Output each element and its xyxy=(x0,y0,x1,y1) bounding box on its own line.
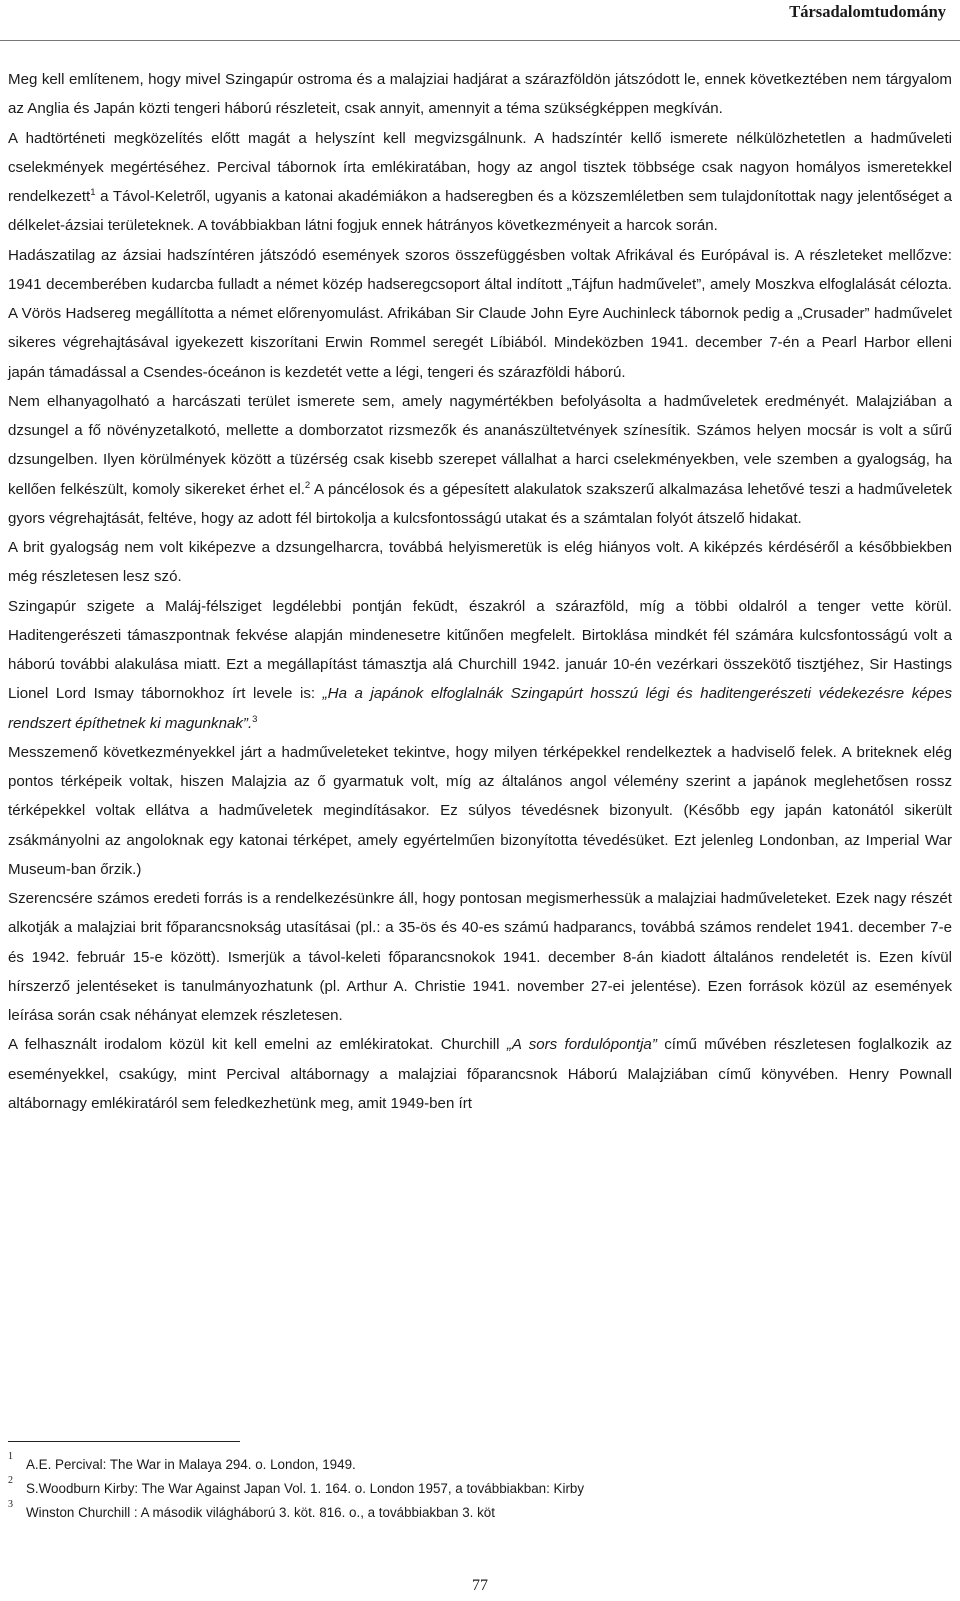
paragraph: A hadtörténeti megközelítés előtt magát a helyszínt kell megvizsgálnunk. A hadszíntér kellő ismerete nélkülözhetetlen a hadműveleti cselekmények megértéséhez. Percival tábornok írta emlékiratában, hogy az angol tisztek többsége csak nagyon homályos ismeretekkel rendelkezett$^1$ a Távol-Keletről, ugyanis a katonai akadémiákon a hadseregben és a közszemléletben sem tulajdonítottak nagy jelentőséget a délkelet-ázsiai területeknek. A továbbiakban látni fogjuk ennek hátrányos következményeit a harcok során. xyxy=(8,129,952,235)
paragraph: A felhasznált irodalom közül kit kell emelni az emlékiratokat. Churchill „A sors fordulópontja” című művében részletesen foglalkozik az eseményekkel, csakúgy, mint Percival altábornagy a malajziai főparancsnok Háború Malajziában című könyvében. Henry Pownall altábornagy emlékiratáról sem feledkezhetünk meg, amit 1949-ben írt xyxy=(8,1036,952,1112)
footnote-text: A.E. Percival: The War in Malaya 294. o. London, 1949. xyxy=(26,1457,356,1472)
footnotes xyxy=(8,1451,948,1526)
paragraph: Hadászatilag az ázsiai hadszíntéren játszódó események szoros összefüggésben voltak Afrikával és Európával is. A részleteket mellőzve: 1941 decemberében kudarcba fulladt a német közép hadseregcsoport által indított „Tájfun hadművelet”, amely Moszkva elfoglalását célozta. A Vörös Hadsereg megállította a német előrenyomulást. Afrikában Sir Claude John Eyre Auchinleck tábornok pedig a „Crusader” hadművelet sikeres végrehajtásával igyekezett kiszorítani Erwin Rommel seregét Líbiából. Mindeközben 1941. december 7-én a Pearl Harbor elleni japán támadással a Csendes-óceánon is kezdetét vette a légi, tengeri és szárazföldi háború. xyxy=(8,246,952,381)
journal-section-title: Társadalomtudomány xyxy=(789,2,946,21)
footnote-number: 3 xyxy=(8,1499,13,1510)
article-body xyxy=(8,65,952,1118)
footnote-number: 2 xyxy=(8,1475,13,1486)
footnote xyxy=(8,1499,948,1526)
paragraph: Nem elhanyagolható a harcászati terület ismerete sem, amely nagymértékben befolyásolta a hadműveletek eredményét. Malajziában a dzsungel a fő növényzetalkotó, mellette a domborzatot rizsmezők és ananászültetvények színesítik. Számos helyen mocsár is volt a sűrű dzsungelben. Ilyen körülmények között a tüzérség csak kisebb szerepet vállalhat a harci cselekményekben, vele szemben a gyalogság, ha kellően felkészült, komoly sikereket érhet el.$^2$ A páncélosok és a gépesített alakulatok szakszerű alkalmazása lehetővé teszi a hadműveletek gyors végrehajtását, feltéve, hogy az adott fél birtokolja a kulcsfontosságú utakat és a számtalan folyót átszelő hidakat. xyxy=(8,392,952,527)
footnote-text: Winston Churchill : A második világháború 3. köt. 816. o., a továbbiakban 3. köt xyxy=(26,1505,495,1520)
footnote-ref[interactable]: 3 xyxy=(252,713,258,725)
footnote-ref[interactable]: 2 xyxy=(304,479,311,491)
paragraph: Szerencsére számos eredeti forrás is a rendelkezésünkre áll, hogy pontosan megismerhessük a malajziai hadműveleteket. Ezek nagy részét alkotják a malajziai brit főparancsnokság utasításai (pl.: a 35-ös és 40-es számú hadparancs, továbbá számos rendelet 1941. december 7-e és 1942. február 15-e között). Ismerjük a távol-keleti főparancsnokok 1941. december 8-án kiadott általános rendeletét is. Ezen kívül hírszerző jelentéseket is tanulmányozhatunk (pl. Arthur A. Christie 1941. november 27-ei jelentése). Ezen források közül az események leírása során csak néhányat elemzek részletesen. xyxy=(8,890,952,1024)
page-number: 77 xyxy=(472,1577,488,1594)
header-divider xyxy=(0,40,960,41)
footnote xyxy=(8,1475,948,1502)
paragraph: A brit gyalogság nem volt kiképezve a dzsungelharcra, továbbá helyismeretük is elég hiányos volt. A kiképzés kérdéséről a későbbiekben még részletesen lesz szó. xyxy=(8,539,952,586)
footnote-ref[interactable]: 1 xyxy=(90,187,96,198)
churchill-quote: „Ha a japánok elfoglalnák Szingapúrt hosszú légi és haditengerészeti védekezésre képes rendszert építhetnek ki magunknak”. xyxy=(8,685,952,732)
footnote xyxy=(8,1451,948,1478)
paragraph: Szingapúr szigete a Maláj-félsziget legdélebbi pontján fekūdt, északról a szárazföld, míg a többi oldalról a tenger vette körül. Haditengerészeti támaszpontnak fekvése alapján mindenesetre kitűnően megfelelt. Birtoklása mindkét fél számára kulcsfontosságú volt a háború további alakulása miatt. Ezt a megállapítást támasztja alá Churchill 1942. január 10-én vezérkari összekötő tisztjéhez, Sir Hastings Lionel Lord Ismay tábornokhoz írt levele is: „Ha a japánok elfoglalnák Szingapúrt hosszú légi és haditengerészeti védekezésre képes rendszert építhetnek ki magunknak”.$^3$ xyxy=(8,597,952,732)
footnote-divider xyxy=(8,1441,240,1442)
running-header xyxy=(346,0,946,40)
footnote-number: 1 xyxy=(8,1451,13,1462)
footnote-text: S.Woodburn Kirby: The War Against Japan Vol. 1. 164. o. London 1957, a továbbiakban: Kirby xyxy=(26,1481,585,1496)
book-title: „A sors fordulópontja” xyxy=(506,1036,657,1054)
paragraph: Messzemenő következményekkel járt a hadműveleteket tekintve, hogy milyen térképekkel rendelkeztek a hadviselő felek. A briteknek elég pontos térképeik voltak, hiszen Malajzia az ő gyarmatuk volt, míg az általános angol vélemény szerint a japánok meglehetősen rossz térképekkel voltak ellátva a hadműveletek megindításakor. Ez súlyos tévedésnek bizonyult. (Később egy japán katonától sikerült zsákmányolni az angoloknak egy katonai térképet, amely egyértelműen bizonyította tévedésüket. Ezt jelenleg Londonban, az Imperial War Museum-ban őrzik.) xyxy=(8,743,952,878)
paragraph: Meg kell említenem, hogy mivel Szingapúr ostroma és a malajziai hadjárat a szárazföldön játszódott le, ennek következtében nem tárgyalom az Anglia és Japán közti tengeri háború részleteit, csak annyit, amennyit a téma szükségképpen megkíván. xyxy=(8,71,952,118)
